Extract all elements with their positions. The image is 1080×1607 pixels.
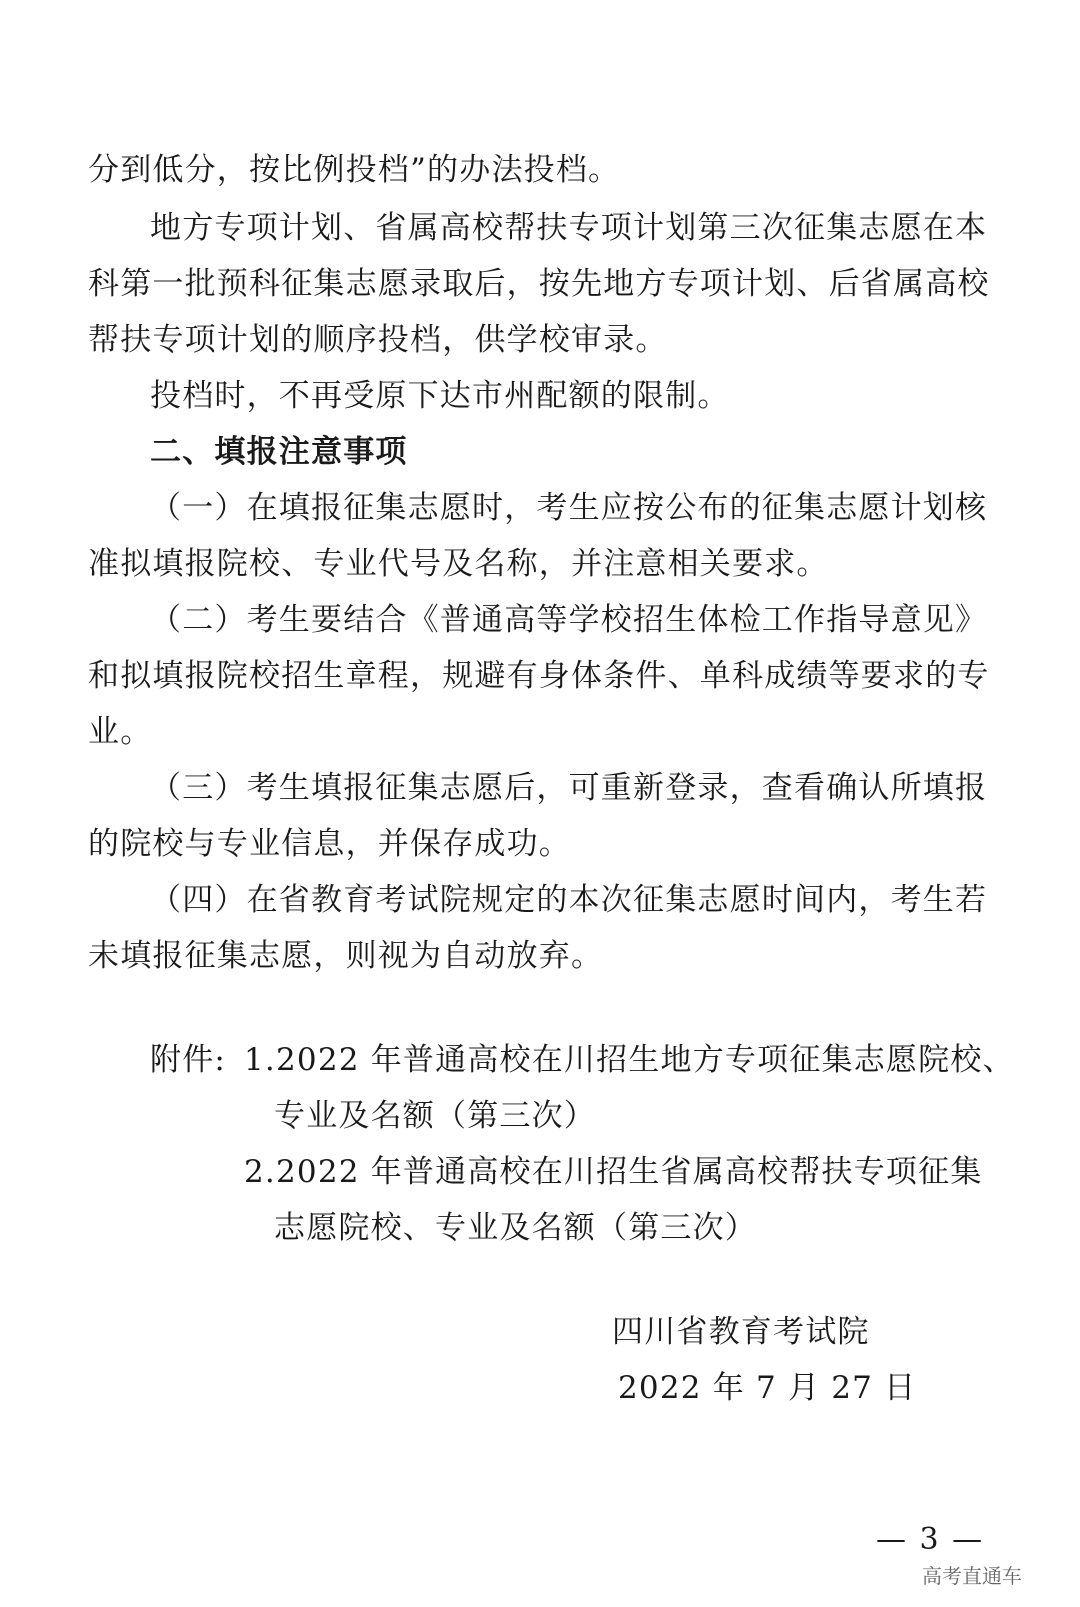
item-2-line-3: 业。 (88, 714, 153, 750)
signature-org: 四川省教育考试院 (612, 1314, 870, 1350)
section-title: 二、填报注意事项 (150, 434, 408, 470)
paragraph-local-plan-line-3: 帮扶专项计划的顺序投档，供学校审录。 (88, 322, 668, 358)
page-number: — 3 — (876, 1522, 985, 1557)
item-2-line-1: （二）考生要结合《普通高等学校招生体检工作指导意见》 (150, 602, 988, 638)
item-3-line-2: 的院校与专业信息，并保存成功。 (88, 826, 571, 862)
item-2-line-2: 和拟填报院校招生章程，规避有身体条件、单科成绩等要求的专 (88, 658, 990, 694)
watermark: 高考直通车 (922, 1564, 1022, 1588)
paragraph-quota: 投档时，不再受原下达市州配额的限制。 (150, 378, 730, 414)
item-1-line-1: （一）在填报征集志愿时，考生应按公布的征集志愿计划核 (150, 490, 988, 526)
attachment-1-line-2: 专业及名额（第三次） (274, 1098, 596, 1134)
signature-date: 2022 年 7 月 27 日 (618, 1370, 917, 1406)
item-3-line-1: （三）考生填报征集志愿后，可重新登录，查看确认所填报 (150, 770, 988, 806)
attachment-2-line-1: 2.2022 年普通高校在川招生省属高校帮扶专项征集 (244, 1154, 983, 1190)
attachment-2-line-2: 志愿院校、专业及名额（第三次） (274, 1210, 757, 1246)
item-4-line-2: 未填报征集志愿，则视为自动放弃。 (88, 938, 604, 974)
paragraph-local-plan-line-2: 科第一批预科征集志愿录取后，按先地方专项计划、后省属高校 (88, 266, 990, 302)
paragraph-continuation: 分到低分，按比例投档”的办法投档。 (88, 152, 621, 188)
attachment-1-line-1: 1.2022 年普通高校在川招生地方专项征集志愿院校、 (244, 1042, 1015, 1078)
item-4-line-1: （四）在省教育考试院规定的本次征集志愿时间内，考生若 (150, 882, 988, 918)
paragraph-local-plan-line-1: 地方专项计划、省属高校帮扶专项计划第三次征集志愿在本 (150, 210, 988, 246)
attachments-label: 附件: (150, 1042, 227, 1078)
item-1-line-2: 准拟填报院校、专业代号及名称，并注意相关要求。 (88, 546, 829, 582)
